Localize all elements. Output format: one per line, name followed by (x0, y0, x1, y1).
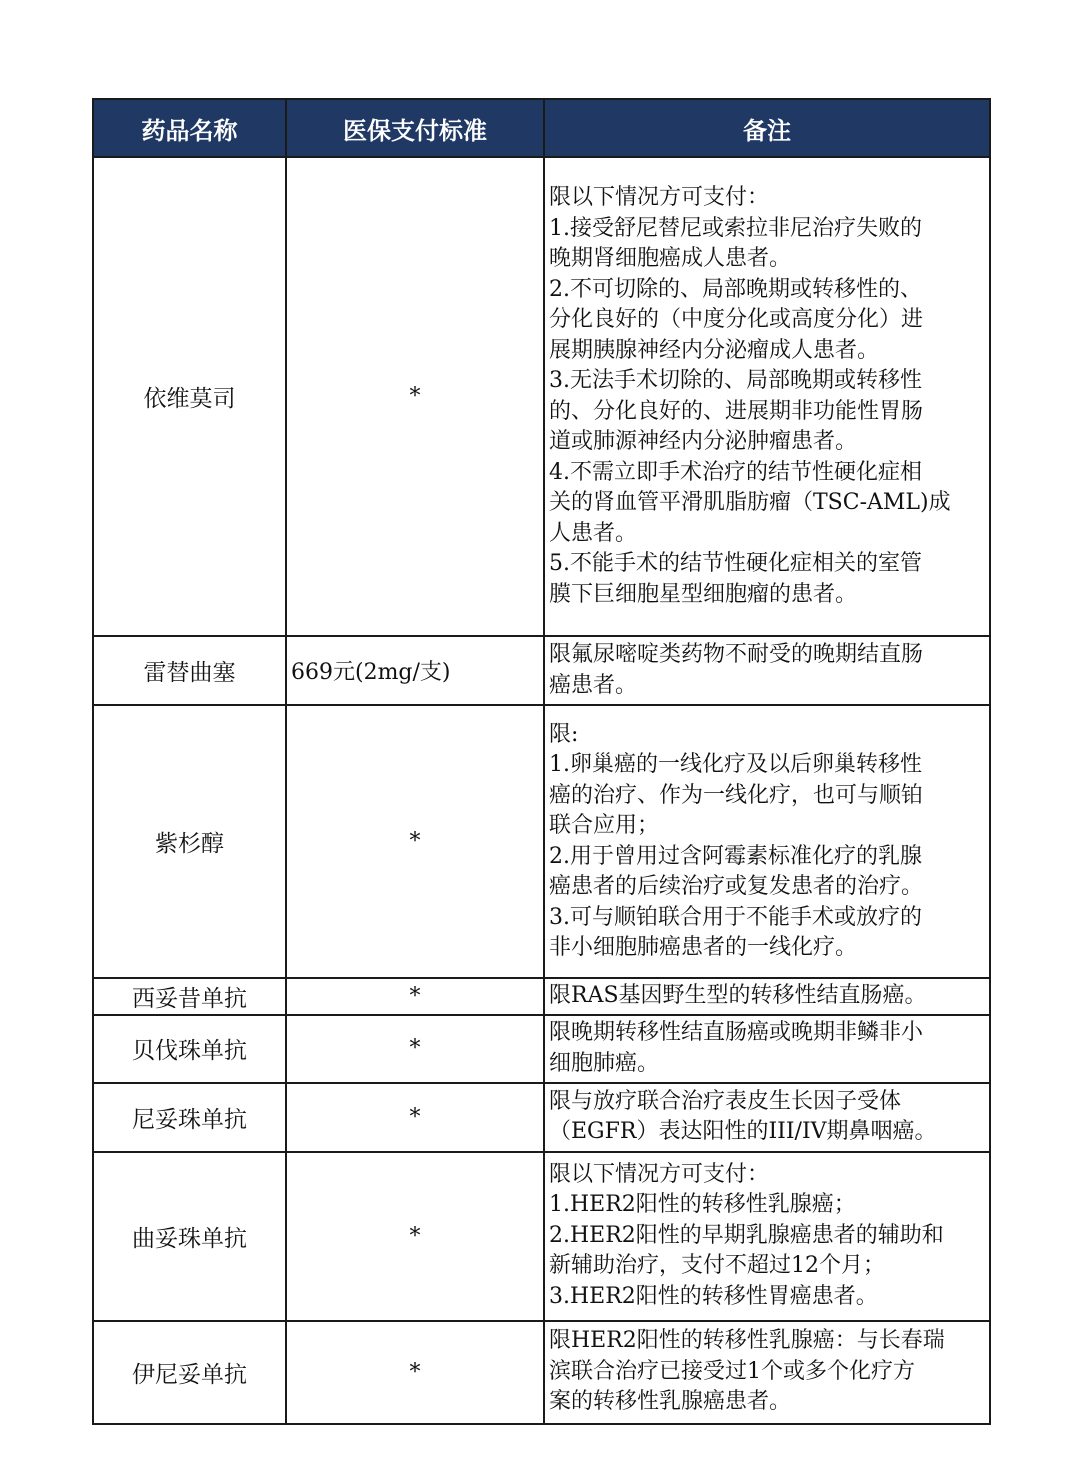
header-drug-name: 药品名称 (93, 99, 286, 157)
table-row (93, 978, 990, 1015)
remarks-cell (544, 978, 990, 1015)
table-row (93, 1152, 990, 1321)
remark-line: 2.用于曾用过含阿霉素标准化疗的乳腺 (549, 843, 922, 869)
remark-line: 案的转移性乳腺癌患者。 (549, 1389, 792, 1415)
payment-standard-cell: * (286, 1083, 544, 1152)
table-row (93, 157, 990, 636)
header-remarks: 备注 (544, 99, 990, 157)
drug-name-cell: 紫杉醇 (93, 705, 286, 978)
remark-line: 非小细胞肺癌患者的一线化疗。 (549, 935, 858, 960)
remark-line: 限RAS基因野生型的转移性结直肠癌。 (549, 983, 927, 1008)
remark-line: 展期胰腺神经内分泌瘤成人患者。 (549, 337, 880, 363)
remark-line: 癌患者的后续治疗或复发患者的治疗。 (549, 874, 924, 899)
drug-reimbursement-table (92, 98, 991, 1425)
table-row (93, 636, 990, 705)
remark-line: 的、分化良好的、进展期非功能性胃肠 (549, 398, 924, 424)
remark-line: （EGFR）表达阳性的III/IV期鼻咽癌。 (549, 1119, 937, 1144)
remark-line: 2.不可切除的、局部晚期或转移性的、 (549, 276, 922, 302)
remark-line: 限与放疗联合治疗表皮生长因子受体 (549, 1088, 902, 1114)
remark-line: 细胞肺癌。 (549, 1050, 660, 1076)
table-header-row (93, 99, 990, 157)
header-payment-standard: 医保支付标准 (286, 99, 544, 157)
remarks-cell (544, 157, 990, 636)
payment-standard-cell: * (286, 978, 544, 1015)
remark-line: 1.接受舒尼替尼或索拉非尼治疗失败的 (549, 215, 922, 241)
remarks-cell (544, 705, 990, 978)
remark-line: 晚期肾细胞癌成人患者。 (549, 246, 792, 271)
drug-name-cell: 曲妥珠单抗 (93, 1152, 286, 1321)
table-row (93, 1321, 990, 1424)
remarks-cell (544, 1083, 990, 1152)
drug-name-cell: 伊尼妥单抗 (93, 1321, 286, 1424)
remark-line: 限HER2阳性的转移性乳腺癌：与长春瑞 (549, 1328, 945, 1354)
remark-line: 限以下情况方可支付： (549, 185, 770, 210)
table-row (93, 705, 990, 978)
remarks-cell (544, 636, 990, 705)
drug-name-cell: 贝伐珠单抗 (93, 1015, 286, 1083)
remark-line: 1.卵巢癌的一线化疗及以后卵巢转移性 (549, 752, 922, 777)
remark-line: 限氟尿嘧啶类药物不耐受的晚期结直肠 (549, 642, 924, 667)
remark-line: 人患者。 (549, 520, 638, 546)
payment-standard-cell: * (286, 705, 544, 978)
remark-line: 癌的治疗、作为一线化疗，也可与顺铂 (549, 782, 924, 808)
remarks-cell (544, 1152, 990, 1321)
table-row (93, 1015, 990, 1083)
drug-name-cell: 尼妥珠单抗 (93, 1083, 286, 1152)
remark-line: 分化良好的（中度分化或高度分化）进 (549, 307, 924, 332)
remark-line: 3.无法手术切除的、局部晚期或转移性 (549, 368, 922, 393)
remark-line: 限以下情况方可支付： (549, 1161, 770, 1187)
remarks-cell (544, 1321, 990, 1424)
payment-standard-cell: * (286, 157, 544, 636)
remark-line: 3.可与顺铂联合用于不能手术或放疗的 (549, 904, 922, 930)
remark-line: 膜下巨细胞星型细胞瘤的患者。 (549, 581, 858, 607)
remark-line: 新辅助治疗，支付不超过12个月； (549, 1253, 885, 1279)
remark-line: 4.不需立即手术治疗的结节性硬化症相 (549, 459, 922, 485)
drug-name-cell: 西妥昔单抗 (93, 978, 286, 1015)
remark-line: 滨联合治疗已接受过1个或多个化疗方 (549, 1358, 915, 1384)
remark-line: 1.HER2阳性的转移性乳腺癌； (549, 1192, 856, 1218)
remark-line: 癌患者。 (549, 672, 638, 698)
table-row (93, 1083, 990, 1152)
remark-line: 限晚期转移性结直肠癌或晚期非鳞非小 (549, 1020, 924, 1045)
remark-line: 2.HER2阳性的早期乳腺癌患者的辅助和 (549, 1222, 944, 1248)
remarks-cell (544, 1015, 990, 1083)
remark-line: 3.HER2阳性的转移性胃癌患者。 (549, 1283, 878, 1309)
remark-line: 关的肾血管平滑肌脂肪瘤（TSC-AML)成 (549, 490, 951, 515)
payment-standard-cell: 669元(2mg/支) (286, 636, 544, 705)
remark-line: 道或肺源神经内分泌肿瘤患者。 (549, 429, 858, 454)
payment-standard-cell: * (286, 1321, 544, 1424)
remark-line: 5.不能手术的结节性硬化症相关的室管 (549, 551, 922, 576)
payment-standard-cell: * (286, 1152, 544, 1321)
remark-line: 限: (549, 721, 579, 747)
drug-name-cell: 依维莫司 (93, 157, 286, 636)
remark-line: 联合应用； (549, 813, 660, 838)
drug-name-cell: 雷替曲塞 (93, 636, 286, 705)
payment-standard-cell: * (286, 1015, 544, 1083)
